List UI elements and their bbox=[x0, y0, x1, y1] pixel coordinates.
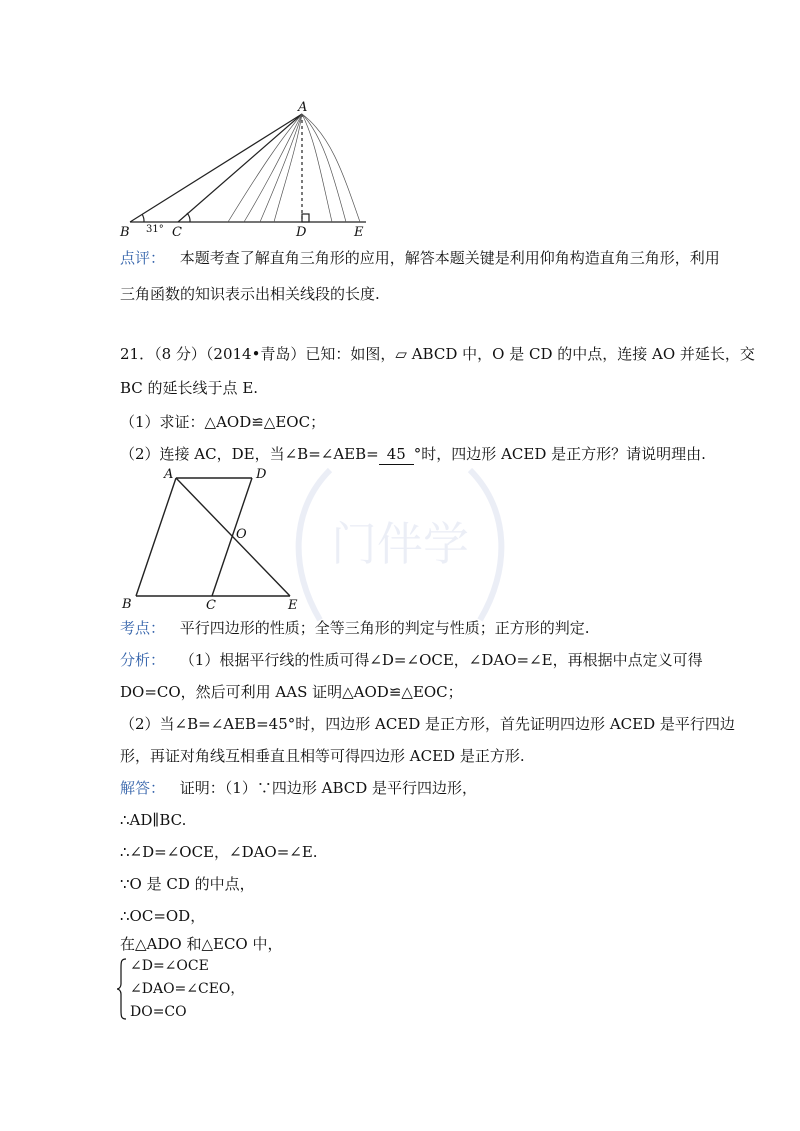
system-brace bbox=[117, 958, 127, 1020]
label-e: E bbox=[354, 225, 364, 240]
review-text-1: 本题考查了解直角三角形的应用，解答本题关键是利用仰角构造直角三角形，利用 bbox=[179, 249, 720, 267]
part2-prefix: （2）连接 AC，DE，当∠B=∠AEB= bbox=[120, 445, 379, 463]
label-a2: A bbox=[164, 467, 174, 482]
watermark-text: 门伴学 bbox=[331, 517, 469, 571]
label-d2: D bbox=[256, 467, 267, 482]
case-3: DO=CO bbox=[130, 1004, 187, 1020]
figure-elevation-triangle bbox=[110, 100, 390, 240]
fenxi-line-1 bbox=[120, 650, 703, 670]
jieda-text-2: ∴AD∥BC. bbox=[120, 811, 187, 829]
jieda-text-6: 在△ADO 和△ECO 中， bbox=[120, 935, 283, 953]
review-label: 点评： bbox=[120, 249, 166, 267]
case-2: ∠DAO=∠CEO， bbox=[130, 981, 245, 997]
right-angle-mark bbox=[302, 214, 309, 222]
case-1: ∠D=∠OCE bbox=[130, 958, 209, 974]
fenxi-text-4: 形，再证对角线互相垂直且相等可得四边形 ACED 是正方形. bbox=[120, 747, 525, 765]
label-c: C bbox=[172, 225, 182, 240]
review-line-1 bbox=[120, 248, 720, 268]
answer-blank: 45 bbox=[379, 444, 414, 465]
jieda-text-1: 证明：（1）∵四边形 ABCD 是平行四边形， bbox=[179, 779, 478, 797]
label-c2: C bbox=[206, 598, 216, 613]
label-b2: B bbox=[122, 597, 132, 612]
label-e2: E bbox=[288, 598, 298, 613]
kaodian-line bbox=[120, 618, 590, 638]
review-text-2: 三角函数的知识表示出相关线段的长度. bbox=[120, 285, 380, 303]
jieda-text-3: ∴∠D=∠OCE，∠DAO=∠E. bbox=[120, 843, 318, 861]
side-ab bbox=[136, 478, 176, 596]
label-o2: O bbox=[236, 527, 247, 542]
fenxi-text-3: （2）当∠B=∠AEB=45°时，四边形 ACED 是正方形，首先证明四边形 ACED 是平行四边 bbox=[120, 715, 735, 733]
problem-part-1: （1）求证：△AOD≌△EOC； bbox=[120, 413, 326, 431]
jieda-label: 解答： bbox=[120, 779, 166, 797]
label-d: D bbox=[296, 225, 307, 240]
angle-label: 31° bbox=[146, 224, 164, 235]
kaodian-text: 平行四边形的性质；全等三角形的判定与性质；正方形的判定. bbox=[179, 619, 590, 637]
line-ab bbox=[130, 114, 302, 222]
problem-header: 21．（8 分）（2014•青岛）已知：如图，▱ ABCD 中，O 是 CD 的中点，连接 AO 并延长，交 bbox=[120, 345, 755, 363]
label-b: B bbox=[120, 225, 130, 240]
fenxi-label: 分析： bbox=[120, 651, 166, 669]
line-ae bbox=[176, 478, 290, 596]
jieda-text-5: ∴OC=OD， bbox=[120, 907, 206, 925]
angle-arc-b bbox=[142, 214, 144, 222]
line-ac bbox=[178, 114, 302, 222]
hill-contours bbox=[228, 114, 360, 222]
problem-header-2: BC 的延长线于点 E. bbox=[120, 379, 259, 397]
figure-parallelogram bbox=[118, 462, 318, 614]
part2-suffix: °时，四边形 ACED 是正方形？请说明理由. bbox=[413, 445, 706, 463]
jieda-line-1 bbox=[120, 778, 477, 798]
label-a: A bbox=[298, 100, 308, 115]
fenxi-text-1: （1）根据平行线的性质可得∠D=∠OCE，∠DAO=∠E，再根据中点定义可得 bbox=[179, 651, 703, 669]
jieda-text-4: ∵O 是 CD 的中点， bbox=[120, 875, 255, 893]
angle-arc-c bbox=[187, 213, 190, 222]
kaodian-label: 考点： bbox=[120, 619, 166, 637]
fenxi-text-2: DO=CO，然后可利用 AAS 证明△AOD≌△EOC； bbox=[120, 683, 463, 701]
